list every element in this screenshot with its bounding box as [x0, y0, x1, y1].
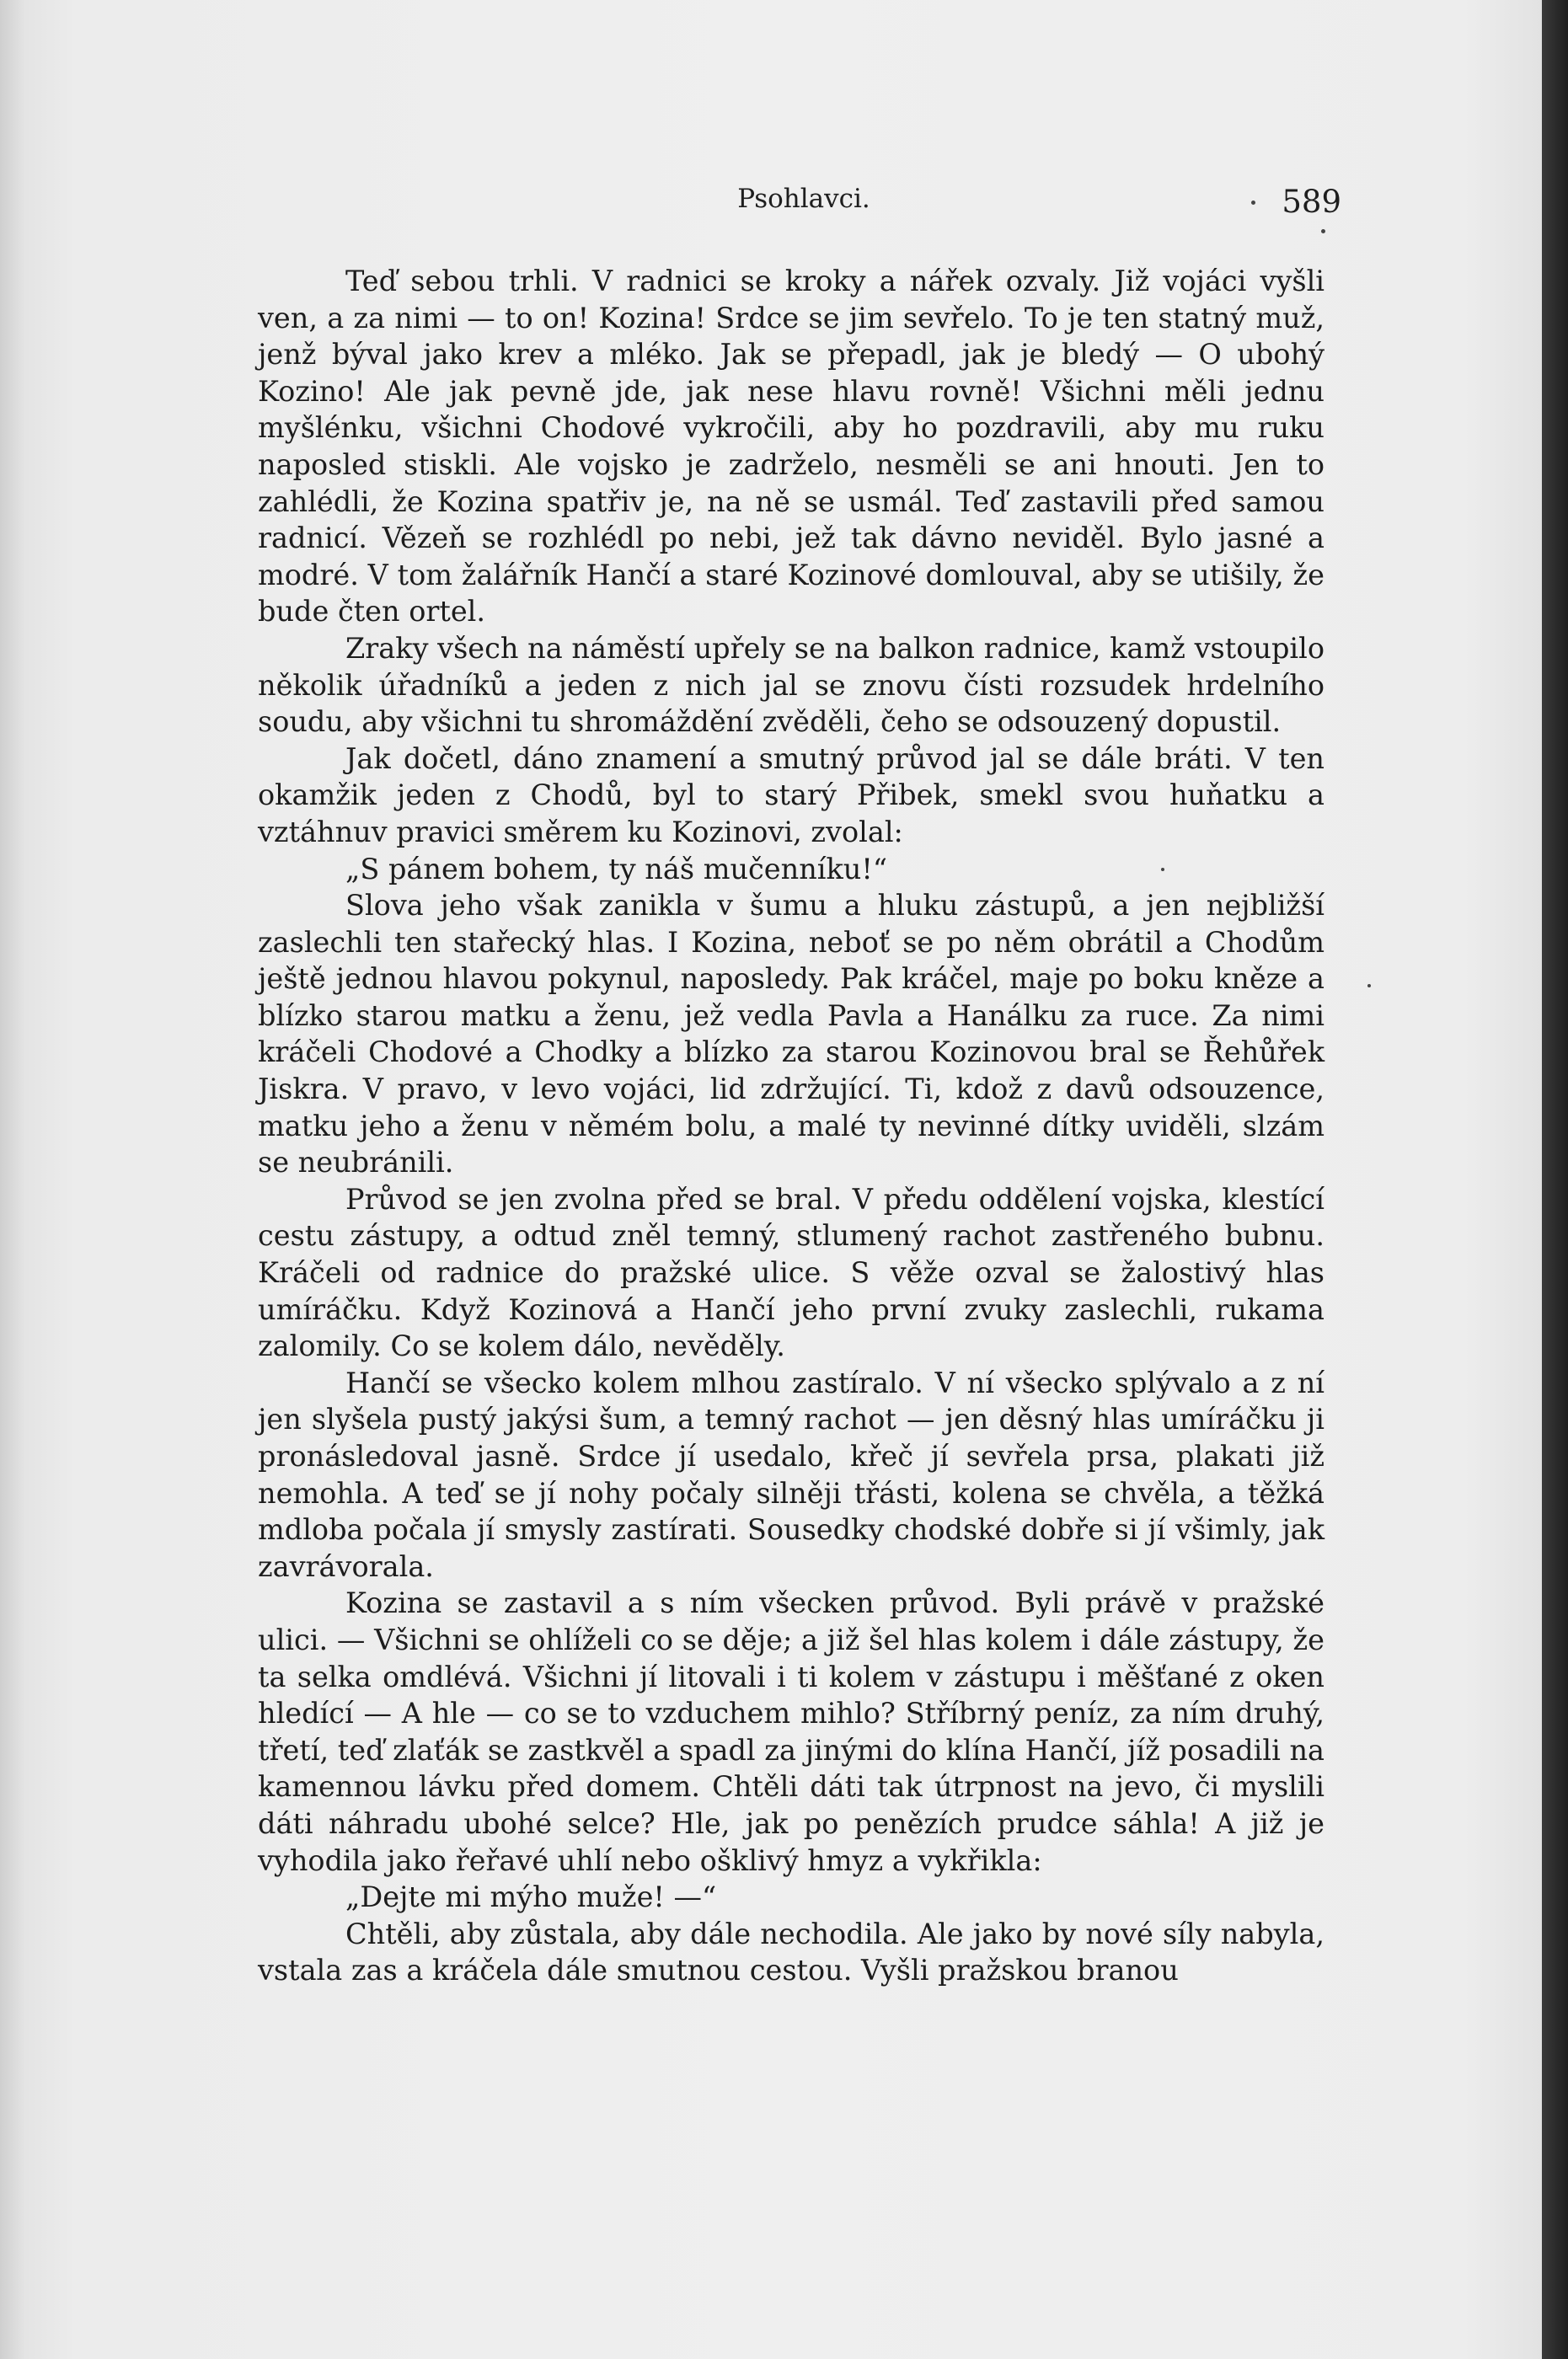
- paragraph: Kozina se zastavil a s ním všecken průvod. Byli právě v pražské ulici. — Všichni se ohlíželi co se děje; a již šel hlas kolem i dále zástupy, že ta selka omdlévá. Všichni jí litovali i ti kolem v zástupu i měšťané z oken hledící — A hle — co se to vzduchem mihlo? Stříbrný peníz, za ním druhý, třetí, teď zlaťák se zastkvěl a spadl za jinými do klína Hančí, jíž posadili na kamennou lávku před domem. Chtěli dáti tak útrpnost na jevo, či myslili dáti náhradu ubohé selce? Hle, jak po penězích prudce sáhla! A již je vyhodila jako řeřavé uhlí nebo ošklivý hmyz a vykřikla:: [258, 1586, 1325, 1877]
- print-speck: [1367, 984, 1371, 987]
- paragraph: Průvod se jen zvolna před se bral. V předu oddělení vojska, klestící cestu zástupy, a odtud zněl temný, stlumený rachot zastřeného bubnu. Kráčeli od radnice do pražské ulice. S věže ozval se žalostivý hlas umíráčku. Když Kozinová a Hančí jeho první zvuky zaslechli, rukama zalomily. Co se kolem dálo, nevěděly.: [258, 1182, 1325, 1363]
- paragraph: Jak dočetl, dáno znamení a smutný průvod jal se dále bráti. V ten okamžik jeden z Chodů, byl to starý Přibek, smekl svou huňatku a vztáhnuv pravici směrem ku Kozinovi, zvolal:: [258, 741, 1325, 848]
- body-text: [258, 263, 1325, 1989]
- paragraph: Hančí se všecko kolem mlhou zastíralo. V ní všecko splývalo a z ní jen slyšela pustý jakýsi šum, a temný rachot — jen děsný hlas umíráčku ji pronásledoval jasně. Srdce jí usedalo, křeč jí sevřela prsa, plakati již nemohla. A teď se jí nohy počaly silněji třásti, kolena se chvěla, a těžká mdloba počala jí smysly zastírati. Sousedky chodské dobře si jí všimly, jak zavrávorala.: [258, 1366, 1325, 1583]
- paragraph: Teď sebou trhli. V radnici se kroky a nářek ozvaly. Již vojáci vyšli ven, a za nimi — to on! Kozina! Srdce se jim sevřelo. To je ten statný muž, jenž býval jako krev a mléko. Jak se přepadl, jak je bledý — O ubohý Kozino! Ale jak pevně jde, jak nese hlavu rovně! Všichni měli jednu myšlénku, všichni Chodové vykročili, aby ho pozdravili, aby mu ruku naposled stiskli. Ale vojsko je zadrželo, nesměli se ani hnouti. Jen to zahlédli, že Kozina spatřiv je, na ně se usmál. Teď zastavili před samou radnicí. Vězeň se rozhlédl po nebi, jež tak dávno neviděl. Bylo jasné a modré. V tom žalářník Hančí a staré Kozinové domlouval, aby se utišily, že bude čten ortel.: [258, 265, 1325, 629]
- paragraph: Slova jeho však zanikla v šumu a hluku zástupů, a jen nejbližší zaslechli ten stařecký hlas. I Kozina, neboť se po něm obrátil a Chodům ještě jednou hlavou pokynul, naposledy. Pak kráčel, maje po boku kněze a blízko starou matku a ženu, jež vedla Pavla a Hanálku za ruce. Za nimi kráčeli Chodové a Chodky a blízko za starou Kozinovou bral se Řehůřek Jiskra. V pravo, v levo vojáci, lid zdržující. Ti, kdož z davů odsouzence, matku jeho a ženu v němém bolu, a malé ty nevinné dítky uviděli, slzám se neubránili.: [258, 889, 1325, 1180]
- quoted-line: „S pánem bohem, ty náš mučenníku!“: [345, 852, 887, 885]
- paragraph: Zraky všech na náměstí upřely se na balkon radnice, kamž vstoupilo několik úřadníků a jeden z nich jal se znovu čísti rozsudek hrdelního soudu, aby všichni tu shromáždění zvěděli, čeho se odsouzený dopustil.: [258, 631, 1325, 739]
- quoted-line: „Dejte mi mýho muže! —“: [345, 1880, 717, 1914]
- print-speck: [1321, 229, 1325, 233]
- running-header: [258, 184, 1350, 226]
- header-title: Psohlavci.: [737, 184, 870, 214]
- paragraph: Chtěli, aby zůstala, aby dále nechodila. Ale jako by nové síly nabyla, vstala zas a kráčela dále smutnou cestou. Vyšli pražskou branou: [258, 1917, 1325, 1987]
- scan-border: [1542, 0, 1568, 2359]
- page-number: 589: [1282, 184, 1341, 220]
